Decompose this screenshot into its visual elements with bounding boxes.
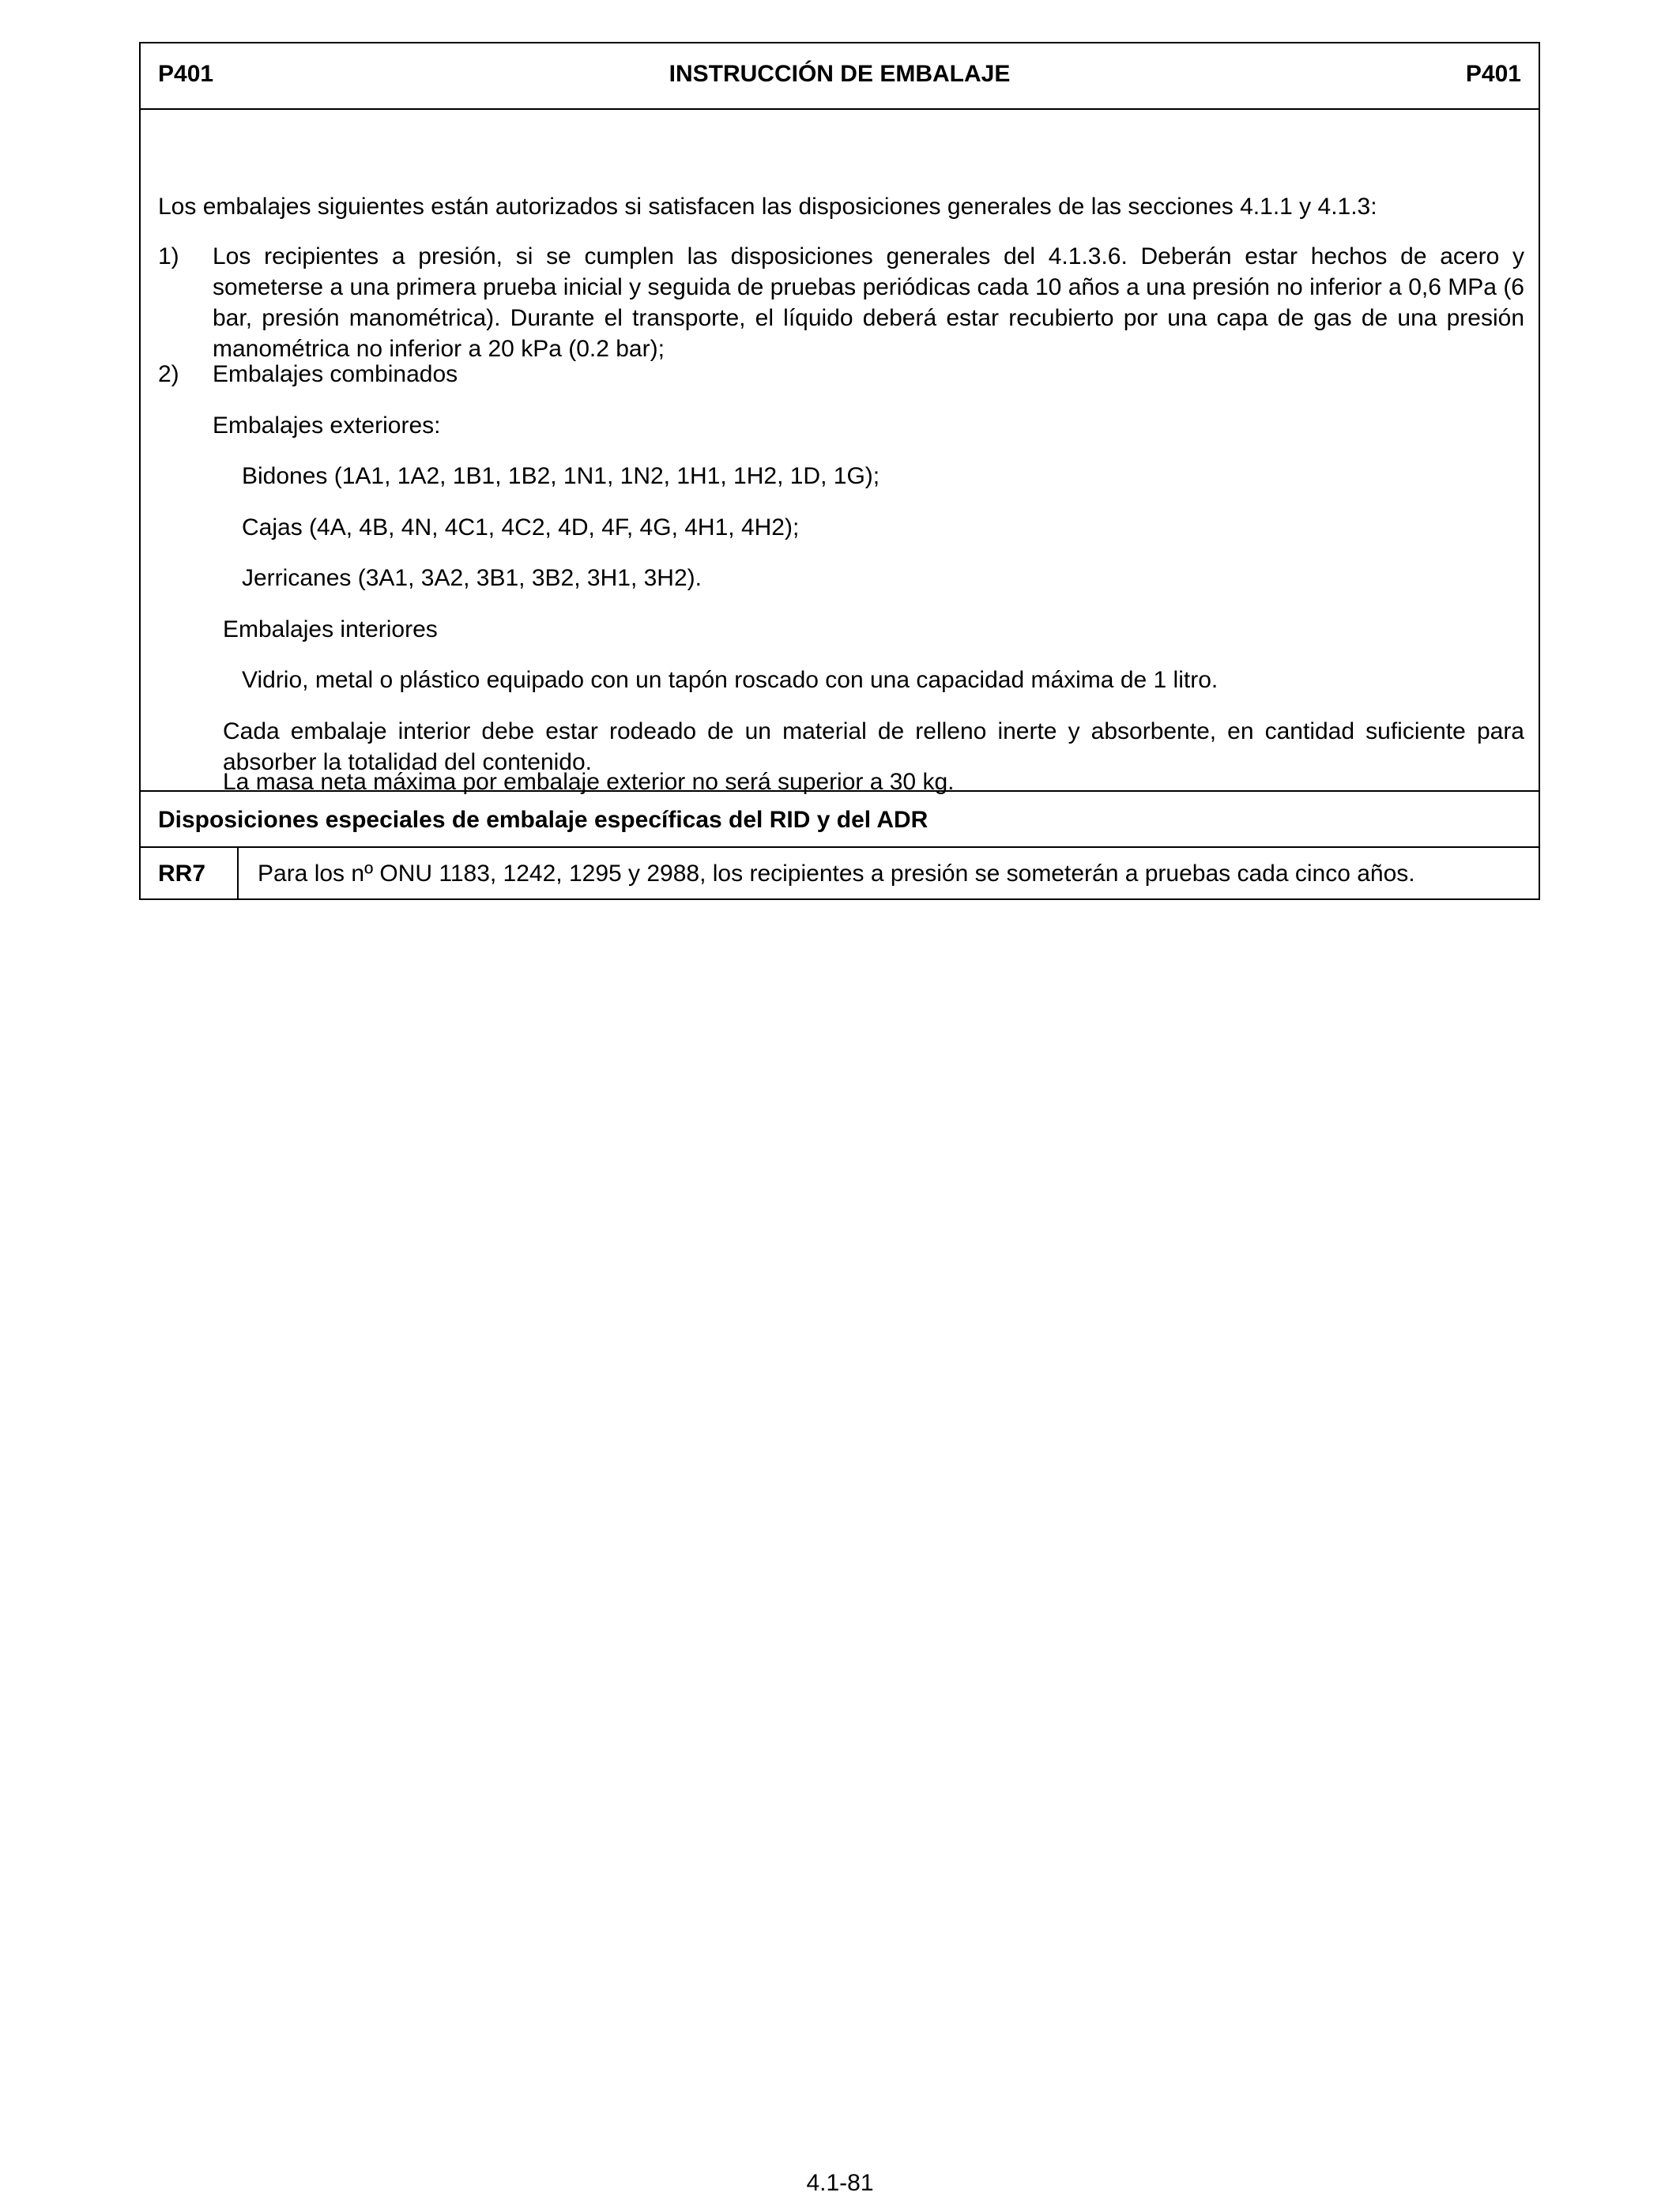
instruction-title: INSTRUCCIÓN DE EMBALAJE [669,61,1011,87]
item-1-text: Los recipientes a presión, si se cumplen las disposiciones generales del 4.1.3.6. Deberán estar hechos de acero y someterse a una primera prueba inicial y seguida de pruebas periódicas cada 10 años a una presión no inferior a 0,6 MPa (6 bar, presión manométrica). Durante el transporte, el líquido deberá estar recubierto por una capa de gas de una presión manométrica no inferior a 20 kPa (0.2 bar); [213,243,1524,362]
cushioning-note: Cada embalaje interior debe estar rodeado de un material de relleno inerte y absorbente, en cantidad suficiente para absorber la totalidad del contenido. [223,718,1524,775]
item-1-number: 1) [158,243,179,269]
inner-packagings-label: Embalajes interiores [223,616,438,642]
outer-item-jerricans: Jerricanes (3A1, 3A2, 3B1, 3B2, 3H1, 3H2). [242,565,702,591]
provision-code: RR7 [158,861,206,887]
intro-paragraph: Los embalajes siguientes están autorizados si satisfacen las disposiciones generales de las secciones 4.1.1 y 4.1.3: [158,194,1377,220]
instruction-body [141,110,1539,795]
item-2-text: Embalajes combinados [213,361,458,387]
instruction-code-right: P401 [1465,61,1521,87]
provision-text: Para los nº ONU 1183, 1242, 1295 y 2988, los recipientes a presión se someterán a pruebas cada cinco años. [258,861,1415,887]
inner-item: Vidrio, metal o plástico equipado con un tapón roscado con una capacidad máxima de 1 litro. [242,667,1219,693]
instruction-code-left: P401 [158,61,214,87]
page-number: 4.1-81 [806,2170,874,2196]
provision-code-cell [141,848,239,898]
special-provision-row [141,848,1539,898]
packing-instruction-table [139,42,1540,900]
table-header [141,43,1539,110]
net-mass-note: La masa neta máxima por embalaje exterior no será superior a 30 kg. [223,769,955,795]
item-2-number: 2) [158,361,179,387]
outer-item-drums: Bidones (1A1, 1A2, 1B1, 1B2, 1N1, 1N2, 1H1, 1H2, 1D, 1G); [242,463,880,489]
outer-item-boxes: Cajas (4A, 4B, 4N, 4C1, 4C2, 4D, 4F, 4G, 4H1, 4H2); [242,514,800,541]
special-provisions-title [141,792,1539,848]
outer-packagings-label: Embalajes exteriores: [213,412,441,439]
special-provisions-title-text: Disposiciones especiales de embalaje específicas del RID y del ADR [158,807,929,833]
